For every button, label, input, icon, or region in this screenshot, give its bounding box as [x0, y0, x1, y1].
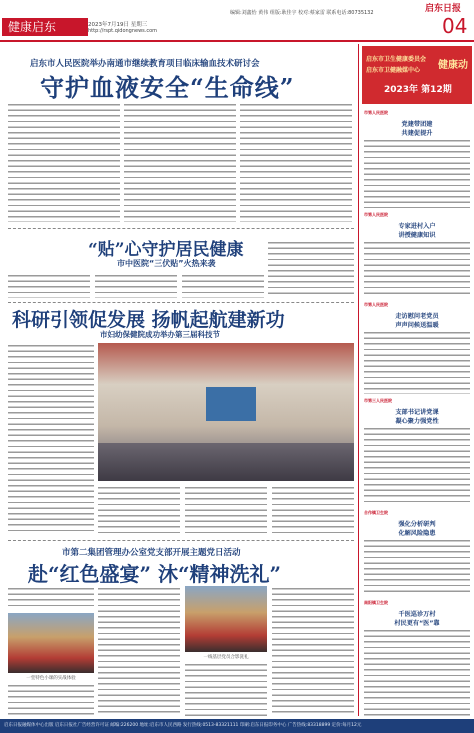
issue-date: 2023年7月19日 星期三 — [88, 22, 148, 28]
side-item-body — [364, 138, 470, 208]
divider — [8, 540, 354, 541]
article2-title: “贴”心守护居民健康 — [88, 240, 244, 260]
projection-screen — [206, 387, 256, 421]
side-item-source: 市第三人民医院 — [364, 398, 392, 403]
article3-body-col3 — [185, 485, 267, 535]
side-banner — [362, 46, 472, 104]
side-item-title: 凝心聚力强党性 — [395, 418, 439, 425]
side-item-source: 市第人民医院 — [364, 302, 388, 307]
article4-body-col3 — [185, 662, 267, 716]
side-item-title: 专家进村入户 — [398, 223, 436, 230]
side-item-body — [364, 538, 470, 596]
article4-caption: 一堂特色小课的实战体验 — [26, 676, 76, 681]
activity-photo — [8, 613, 94, 673]
side-item-title: 走访慰问老党员 — [395, 313, 439, 320]
audience-rows — [98, 443, 354, 481]
side-item-title: 村民更有“医”靠 — [394, 620, 440, 627]
issue-url: http://rspt.qidongnews.com — [88, 28, 158, 34]
article2-body-col4 — [268, 240, 354, 298]
article3-subtitle: 市妇幼保健院成功举办第三届科技节 — [100, 330, 220, 339]
column-rule — [358, 44, 359, 716]
article4-body-col1 — [8, 586, 94, 610]
article3-body-col2 — [98, 485, 180, 535]
side-item-source: 市第人民医院 — [364, 110, 388, 115]
side-item-body — [364, 426, 470, 506]
article3-body-col1 — [8, 343, 94, 535]
editor-line: 编辑:刘鑫怡 黄伟 组版:耿佳宇 校对:蔡家雷 联系电话:80735132 — [230, 10, 374, 16]
article1-body-col3 — [240, 102, 352, 222]
banner-line2: 启东市卫健融媒中心 — [366, 67, 421, 74]
banner-issue: 2023年 第12期 — [384, 85, 452, 95]
divider — [8, 228, 354, 229]
article4-body-col1b — [8, 683, 94, 715]
header-rule — [0, 40, 474, 42]
side-item-source: 南阳镇卫生院 — [364, 600, 388, 605]
page-header — [0, 0, 474, 42]
article1-body-col2 — [124, 102, 236, 222]
side-item-title: 共建促提升 — [401, 130, 433, 137]
side-item-body — [364, 240, 470, 296]
side-item-title: 党建带团建 — [401, 121, 433, 128]
side-item-title: 千医巡诊万村 — [398, 611, 436, 618]
article1-title: 守护血液安全“生命线” — [40, 73, 295, 102]
banner-brand: 健康动 — [438, 60, 468, 71]
group-photo — [185, 586, 267, 652]
side-item-title: 声声问候送温暖 — [395, 322, 439, 329]
side-item-title: 支部书记讲党课 — [395, 409, 439, 416]
page-number: 04 — [442, 14, 468, 38]
banner-line1: 启东市卫生健康委员会 — [366, 56, 427, 63]
article2-body-col3 — [182, 273, 264, 298]
article4-body-col4 — [272, 586, 354, 716]
article2-body-col2 — [95, 273, 177, 298]
side-item-title: 化解风险隐患 — [398, 530, 436, 537]
article3-title: 科研引领促发展 扬帆起航建新功 — [12, 309, 285, 331]
side-item-source: 合作镇卫生院 — [364, 510, 388, 515]
article4-photo-caption: 一线基层党员合影洗礼 — [203, 655, 249, 660]
article3-body-col4 — [272, 485, 354, 535]
side-item-title: 讲授健康知识 — [398, 232, 436, 239]
article4-title: 赴“红色盛宴” 沐“精神洗礼” — [28, 562, 281, 586]
divider — [8, 302, 354, 303]
article4-body-col2 — [98, 586, 180, 716]
conference-photo — [98, 343, 354, 481]
side-item-source: 市第人民医院 — [364, 212, 388, 217]
side-item-title: 强化分析研判 — [398, 521, 436, 528]
side-item-body — [364, 330, 470, 394]
article2-subtitle: 市中医院“三伏贴”火热来袭 — [117, 259, 216, 268]
newspaper-logo: 启东日报 — [425, 4, 462, 14]
article4-kicker: 市第二集团管理办公室党支部开展主题党日活动 — [62, 548, 241, 558]
page-footer: 启东日报融媒体中心出版 启东日报社广告经营许可证 邮编:226200 地址:启东市人民西路 发行热线:0513-83321111 印刷:启东日报印务中心 广告热线:83318899 定价:每月12元 — [0, 719, 474, 733]
article2-body-col1 — [8, 273, 90, 298]
article1-kicker: 启东市人民医院举办南通市继续教育项目临床输血技术研讨会 — [30, 59, 260, 69]
article1-body-col1 — [8, 102, 120, 222]
side-item-body — [364, 628, 470, 716]
section-label: 健康启东 — [2, 18, 88, 36]
